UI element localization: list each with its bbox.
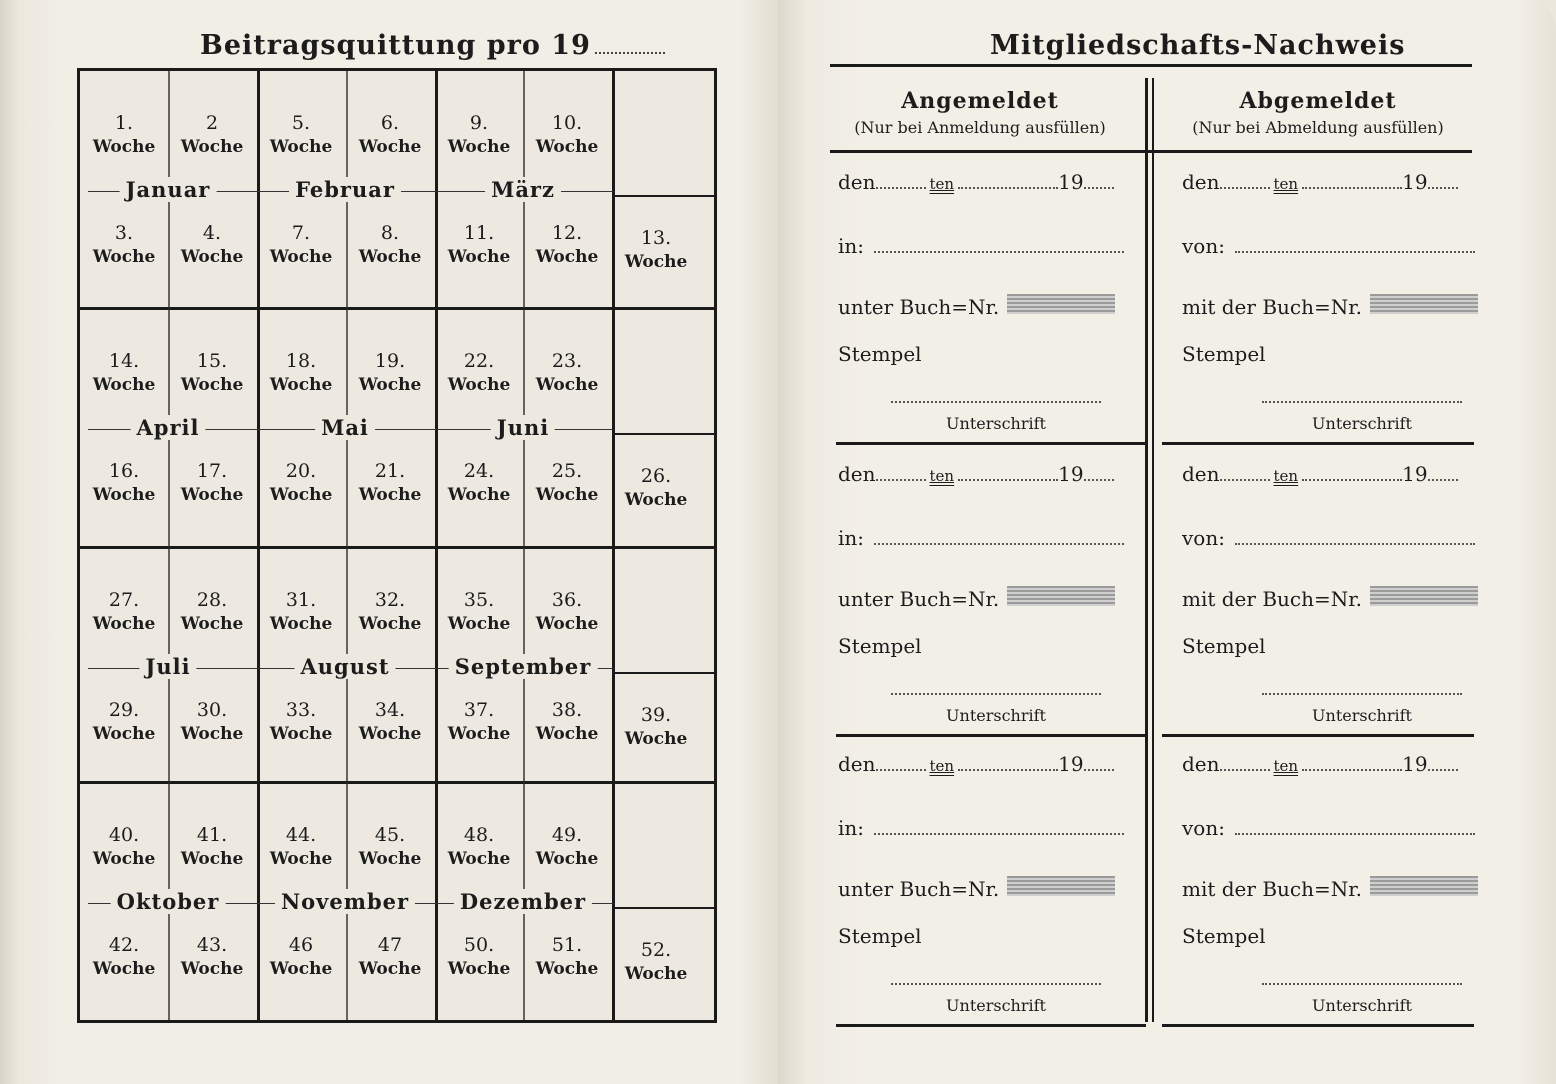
week-cell: [257, 698, 345, 748]
week-number: 6.: [380, 112, 400, 134]
location-in-field: in:: [838, 816, 1124, 840]
week-word: Woche: [447, 247, 511, 267]
signature-line: [1262, 982, 1462, 985]
week-number: 20.: [285, 460, 317, 482]
week-word: Woche: [535, 485, 599, 505]
week-word: Woche: [535, 849, 599, 869]
week-cell: [346, 698, 434, 748]
week-cell: [168, 221, 256, 271]
header-note: (Nur bei Anmeldung ausfüllen): [854, 118, 1106, 137]
week-word: Woche: [180, 849, 244, 869]
week-cell: [612, 464, 700, 514]
week-word: Woche: [447, 849, 511, 869]
location-from-field: von:: [1182, 816, 1475, 840]
week-number: 29.: [108, 699, 140, 721]
week-word: Woche: [447, 959, 511, 979]
signature-line: [891, 400, 1101, 403]
week-word: Woche: [269, 724, 333, 744]
week-number: 44.: [285, 824, 317, 846]
week-cell: [435, 933, 523, 983]
week-cell: [435, 349, 523, 399]
week-word: Woche: [92, 485, 156, 505]
week-word: Woche: [358, 724, 422, 744]
header-title: Angemeldet: [901, 88, 1059, 114]
week-cell: [523, 221, 611, 271]
week-word: Woche: [358, 614, 422, 634]
week-word: Woche: [447, 724, 511, 744]
week-word: Woche: [624, 729, 688, 749]
thirteenth-week-rule: [613, 907, 714, 909]
center-divider-b: [1152, 78, 1154, 1022]
week-number: 40.: [108, 824, 140, 846]
week-number: 4.: [202, 222, 222, 244]
redacted-number: [1007, 586, 1115, 606]
week-word: Woche: [358, 485, 422, 505]
week-cell: [435, 221, 523, 271]
week-cell: [257, 111, 345, 161]
week-word: Woche: [92, 724, 156, 744]
week-word: Woche: [92, 375, 156, 395]
week-number: 50.: [463, 934, 495, 956]
book-number-field: unter Buch=Nr.: [838, 586, 1115, 611]
week-cell: [168, 111, 256, 161]
month-label: August: [294, 654, 395, 679]
month-label: Februar: [289, 177, 401, 202]
stamp-label: Stempel: [1182, 634, 1266, 658]
stamp-label: Stempel: [838, 924, 922, 948]
thirteenth-week-rule: [613, 433, 714, 435]
week-cell: [523, 588, 611, 638]
year-blank: [595, 48, 665, 54]
week-word: Woche: [269, 375, 333, 395]
week-word: Woche: [269, 137, 333, 157]
week-word: Woche: [624, 252, 688, 272]
week-number: 41.: [196, 824, 228, 846]
book-number-field: unter Buch=Nr.: [838, 294, 1115, 319]
week-word: Woche: [180, 724, 244, 744]
month-label: Dezember: [454, 889, 592, 914]
location-from-field: von:: [1182, 234, 1475, 258]
week-cell: [346, 111, 434, 161]
stamp-label: Stempel: [1182, 342, 1266, 366]
section-rule-right: [1162, 1024, 1474, 1027]
week-cell: [80, 588, 168, 638]
redacted-number: [1370, 294, 1478, 314]
week-word: Woche: [92, 247, 156, 267]
month-label: Oktober: [111, 889, 226, 914]
week-word: Woche: [624, 964, 688, 984]
week-cell: [168, 349, 256, 399]
week-word: Woche: [92, 849, 156, 869]
week-word: Woche: [92, 137, 156, 157]
week-cell: [80, 349, 168, 399]
week-cell: [435, 459, 523, 509]
month-label: November: [275, 889, 415, 914]
week-number: 37.: [463, 699, 495, 721]
redacted-number: [1007, 876, 1115, 896]
week-number: 42.: [108, 934, 140, 956]
week-word: Woche: [269, 849, 333, 869]
signature-label: Unterschrift: [1312, 996, 1412, 1015]
week-word: Woche: [180, 959, 244, 979]
week-word: Woche: [180, 614, 244, 634]
week-word: Woche: [180, 137, 244, 157]
week-number: 27.: [108, 589, 140, 611]
membership-title: Mitgliedschafts-Nachweis: [990, 30, 1406, 61]
header-note: (Nur bei Abmeldung ausfüllen): [1192, 118, 1444, 137]
week-number: 47: [377, 934, 403, 956]
right-page: [778, 0, 1556, 1084]
week-cell: [435, 588, 523, 638]
quarter-divider: [80, 781, 714, 784]
week-word: Woche: [92, 614, 156, 634]
week-number: 38.: [551, 699, 583, 721]
signature-label: Unterschrift: [946, 996, 1046, 1015]
week-number: 30.: [196, 699, 228, 721]
week-cell: [612, 938, 700, 988]
section-rule-left: [836, 734, 1146, 737]
week-word: Woche: [358, 959, 422, 979]
week-cell: [80, 698, 168, 748]
week-word: Woche: [535, 375, 599, 395]
week-word: Woche: [535, 959, 599, 979]
week-number: 49.: [551, 824, 583, 846]
week-number: 23.: [551, 350, 583, 372]
week-cell: [435, 823, 523, 873]
week-cell: [168, 933, 256, 983]
section-rule-left: [836, 1024, 1146, 1027]
stamp-label: Stempel: [838, 634, 922, 658]
week-number: 45.: [374, 824, 406, 846]
week-word: Woche: [447, 137, 511, 157]
stamp-label: Stempel: [838, 342, 922, 366]
signature-line: [1262, 692, 1462, 695]
week-word: Woche: [358, 137, 422, 157]
quarter-divider: [80, 546, 714, 549]
thirteenth-week-rule: [613, 195, 714, 197]
week-cell: [80, 111, 168, 161]
date-field: den ten 19: [838, 170, 1114, 194]
week-cell: [523, 933, 611, 983]
week-cell: [612, 703, 700, 753]
week-number: 17.: [196, 460, 228, 482]
week-word: Woche: [535, 137, 599, 157]
week-word: Woche: [358, 849, 422, 869]
month-divider: [612, 71, 615, 1020]
month-label: Juli: [139, 654, 196, 679]
week-number: 26.: [640, 465, 672, 487]
top-rule: [830, 64, 1472, 67]
column-divider: [168, 71, 170, 1020]
week-number: 28.: [196, 589, 228, 611]
week-number: 34.: [374, 699, 406, 721]
week-cell: [346, 459, 434, 509]
week-number: 8.: [380, 222, 400, 244]
week-number: 12.: [551, 222, 583, 244]
location-from-field: von:: [1182, 526, 1475, 550]
date-field: den ten 19: [1182, 462, 1458, 486]
month-label: Mai: [315, 415, 375, 440]
book-number-field: mit der Buch=Nr.: [1182, 586, 1478, 611]
week-number: 46: [288, 934, 314, 956]
week-word: Woche: [535, 724, 599, 744]
week-number: 11.: [463, 222, 495, 244]
section-rule-left: [836, 442, 1146, 445]
month-label: September: [449, 654, 598, 679]
month-label: Juni: [491, 415, 555, 440]
redacted-number: [1370, 586, 1478, 606]
week-cell: [257, 459, 345, 509]
date-field: den ten 19: [1182, 752, 1458, 776]
week-word: Woche: [358, 375, 422, 395]
signature-line: [891, 692, 1101, 695]
week-cell: [523, 111, 611, 161]
week-word: Woche: [269, 959, 333, 979]
week-number: 19.: [374, 350, 406, 372]
thirteenth-week-rule: [613, 672, 714, 674]
signature-line: [891, 982, 1101, 985]
week-cell: [523, 349, 611, 399]
date-field: den ten 19: [1182, 170, 1458, 194]
week-number: 2: [205, 112, 219, 134]
week-cell: [80, 459, 168, 509]
week-cell: [435, 698, 523, 748]
week-word: Woche: [624, 490, 688, 510]
week-number: 16.: [108, 460, 140, 482]
week-cell: [346, 349, 434, 399]
week-cell: [257, 588, 345, 638]
location-in-field: in:: [838, 526, 1124, 550]
week-cell: [346, 588, 434, 638]
week-cell: [168, 459, 256, 509]
week-cell: [435, 111, 523, 161]
week-number: 43.: [196, 934, 228, 956]
week-number: 52.: [640, 939, 672, 961]
week-cell: [80, 823, 168, 873]
week-number: 9.: [469, 112, 489, 134]
redacted-number: [1370, 876, 1478, 896]
week-word: Woche: [358, 247, 422, 267]
book-number-field: unter Buch=Nr.: [838, 876, 1115, 901]
week-number: 3.: [114, 222, 134, 244]
week-cell: [257, 221, 345, 271]
week-number: 10.: [551, 112, 583, 134]
week-cell: [612, 226, 700, 276]
registered-header: [830, 88, 1130, 137]
week-word: Woche: [269, 614, 333, 634]
signature-label: Unterschrift: [1312, 706, 1412, 725]
section-rule-right: [1162, 734, 1474, 737]
week-number: 51.: [551, 934, 583, 956]
month-divider: [435, 71, 438, 1020]
weekly-receipt-grid: [77, 68, 717, 1023]
signature-label: Unterschrift: [946, 414, 1046, 433]
week-word: Woche: [447, 375, 511, 395]
week-number: 35.: [463, 589, 495, 611]
signature-label: Unterschrift: [946, 706, 1046, 725]
stamp-label: Stempel: [1182, 924, 1266, 948]
book-number-field: mit der Buch=Nr.: [1182, 294, 1478, 319]
week-word: Woche: [535, 247, 599, 267]
header-title: Abgemeldet: [1239, 88, 1397, 114]
week-cell: [523, 823, 611, 873]
week-cell: [257, 349, 345, 399]
receipt-title: Beitragsquittung pro 19: [200, 30, 665, 61]
week-cell: [523, 459, 611, 509]
week-number: 21.: [374, 460, 406, 482]
week-number: 32.: [374, 589, 406, 611]
week-number: 14.: [108, 350, 140, 372]
week-number: 13.: [640, 227, 672, 249]
week-number: 5.: [291, 112, 311, 134]
center-divider-a: [1145, 78, 1148, 1022]
week-cell: [346, 823, 434, 873]
week-number: 36.: [551, 589, 583, 611]
week-word: Woche: [180, 247, 244, 267]
month-label: Januar: [120, 177, 217, 202]
week-number: 22.: [463, 350, 495, 372]
week-cell: [168, 698, 256, 748]
quarter-divider: [80, 307, 714, 310]
week-number: 1.: [114, 112, 134, 134]
week-cell: [80, 221, 168, 271]
section-rule-right: [1162, 442, 1474, 445]
week-number: 25.: [551, 460, 583, 482]
month-divider: [257, 71, 260, 1020]
week-number: 15.: [196, 350, 228, 372]
week-number: 31.: [285, 589, 317, 611]
week-word: Woche: [92, 959, 156, 979]
week-cell: [523, 698, 611, 748]
date-field: den ten 19: [838, 752, 1114, 776]
week-number: 48.: [463, 824, 495, 846]
redacted-number: [1007, 294, 1115, 314]
column-divider: [523, 71, 525, 1020]
week-word: Woche: [180, 485, 244, 505]
week-cell: [80, 933, 168, 983]
week-word: Woche: [180, 375, 244, 395]
week-number: 18.: [285, 350, 317, 372]
week-cell: [168, 588, 256, 638]
week-number: 24.: [463, 460, 495, 482]
date-field: den ten 19: [838, 462, 1114, 486]
week-word: Woche: [269, 485, 333, 505]
month-label: April: [131, 415, 206, 440]
week-word: Woche: [269, 247, 333, 267]
book-number-field: mit der Buch=Nr.: [1182, 876, 1478, 901]
week-word: Woche: [447, 485, 511, 505]
column-divider: [346, 71, 348, 1020]
month-label: März: [485, 177, 561, 202]
location-in-field: in:: [838, 234, 1124, 258]
week-cell: [346, 221, 434, 271]
signature-label: Unterschrift: [1312, 414, 1412, 433]
week-number: 39.: [640, 704, 672, 726]
week-cell: [257, 933, 345, 983]
week-number: 7.: [291, 222, 311, 244]
header-rule: [830, 150, 1472, 153]
week-cell: [257, 823, 345, 873]
signature-line: [1262, 400, 1462, 403]
week-cell: [168, 823, 256, 873]
week-word: Woche: [535, 614, 599, 634]
week-cell: [346, 933, 434, 983]
deregistered-header: [1168, 88, 1468, 137]
week-number: 33.: [285, 699, 317, 721]
week-word: Woche: [447, 614, 511, 634]
